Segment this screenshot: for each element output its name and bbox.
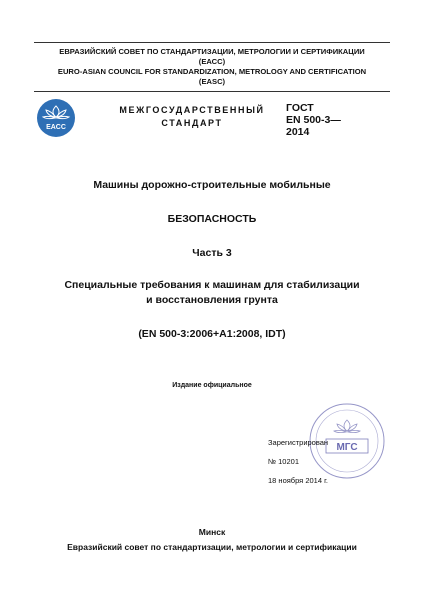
title-part: Часть 3	[192, 247, 232, 259]
registration-label: Зарегистрирован	[268, 438, 329, 447]
footer-city: Минск	[198, 527, 226, 537]
council-header	[34, 42, 390, 92]
title-requirements-line1: Специальные требования к машинам для стабилизации	[64, 279, 360, 291]
title-machines: Машины дорожно-строительные мобильные	[93, 179, 331, 191]
logo-label: EACC	[46, 124, 66, 131]
standard-type-line1: МЕЖГОСУДАРСТВЕННЫЙ	[119, 105, 265, 115]
footer-publisher: Евразийский совет по стандартизации, метрологии и сертификации	[67, 542, 357, 552]
standard-type	[108, 104, 276, 130]
council-abbr-en: (EASC)	[198, 77, 226, 86]
standard-code	[286, 102, 341, 138]
standard-code-line3: 2014	[286, 126, 310, 138]
standard-code-line1: ГОСТ	[286, 102, 314, 114]
stamp-text: МГС	[336, 442, 358, 453]
council-name-en: EURO-ASIAN COUNCIL FOR STANDARDIZATION, METROLOGY AND CERTIFICATION	[57, 67, 367, 76]
registration-number: № 10201	[268, 457, 299, 466]
council-abbr-ru: (ЕАСС)	[198, 57, 226, 66]
title-safety: БЕЗОПАСНОСТЬ	[167, 213, 257, 225]
council-name-ru: ЕВРАЗИЙСКИЙ СОВЕТ ПО СТАНДАРТИЗАЦИИ, МЕТРОЛОГИИ И СЕРТИФИКАЦИИ	[59, 47, 365, 56]
easc-emblem-icon	[36, 98, 76, 138]
standard-code-line2: EN 500-3—	[286, 114, 341, 126]
registration-date: 18 ноября 2014 г.	[268, 476, 328, 485]
edition-label: Издание официальное	[172, 382, 252, 389]
title-reference: (EN 500-3:2006+A1:2008, IDT)	[138, 328, 286, 340]
standard-type-line2: СТАНДАРТ	[161, 118, 223, 128]
title-requirements-line2: и восстановления грунта	[146, 294, 278, 306]
